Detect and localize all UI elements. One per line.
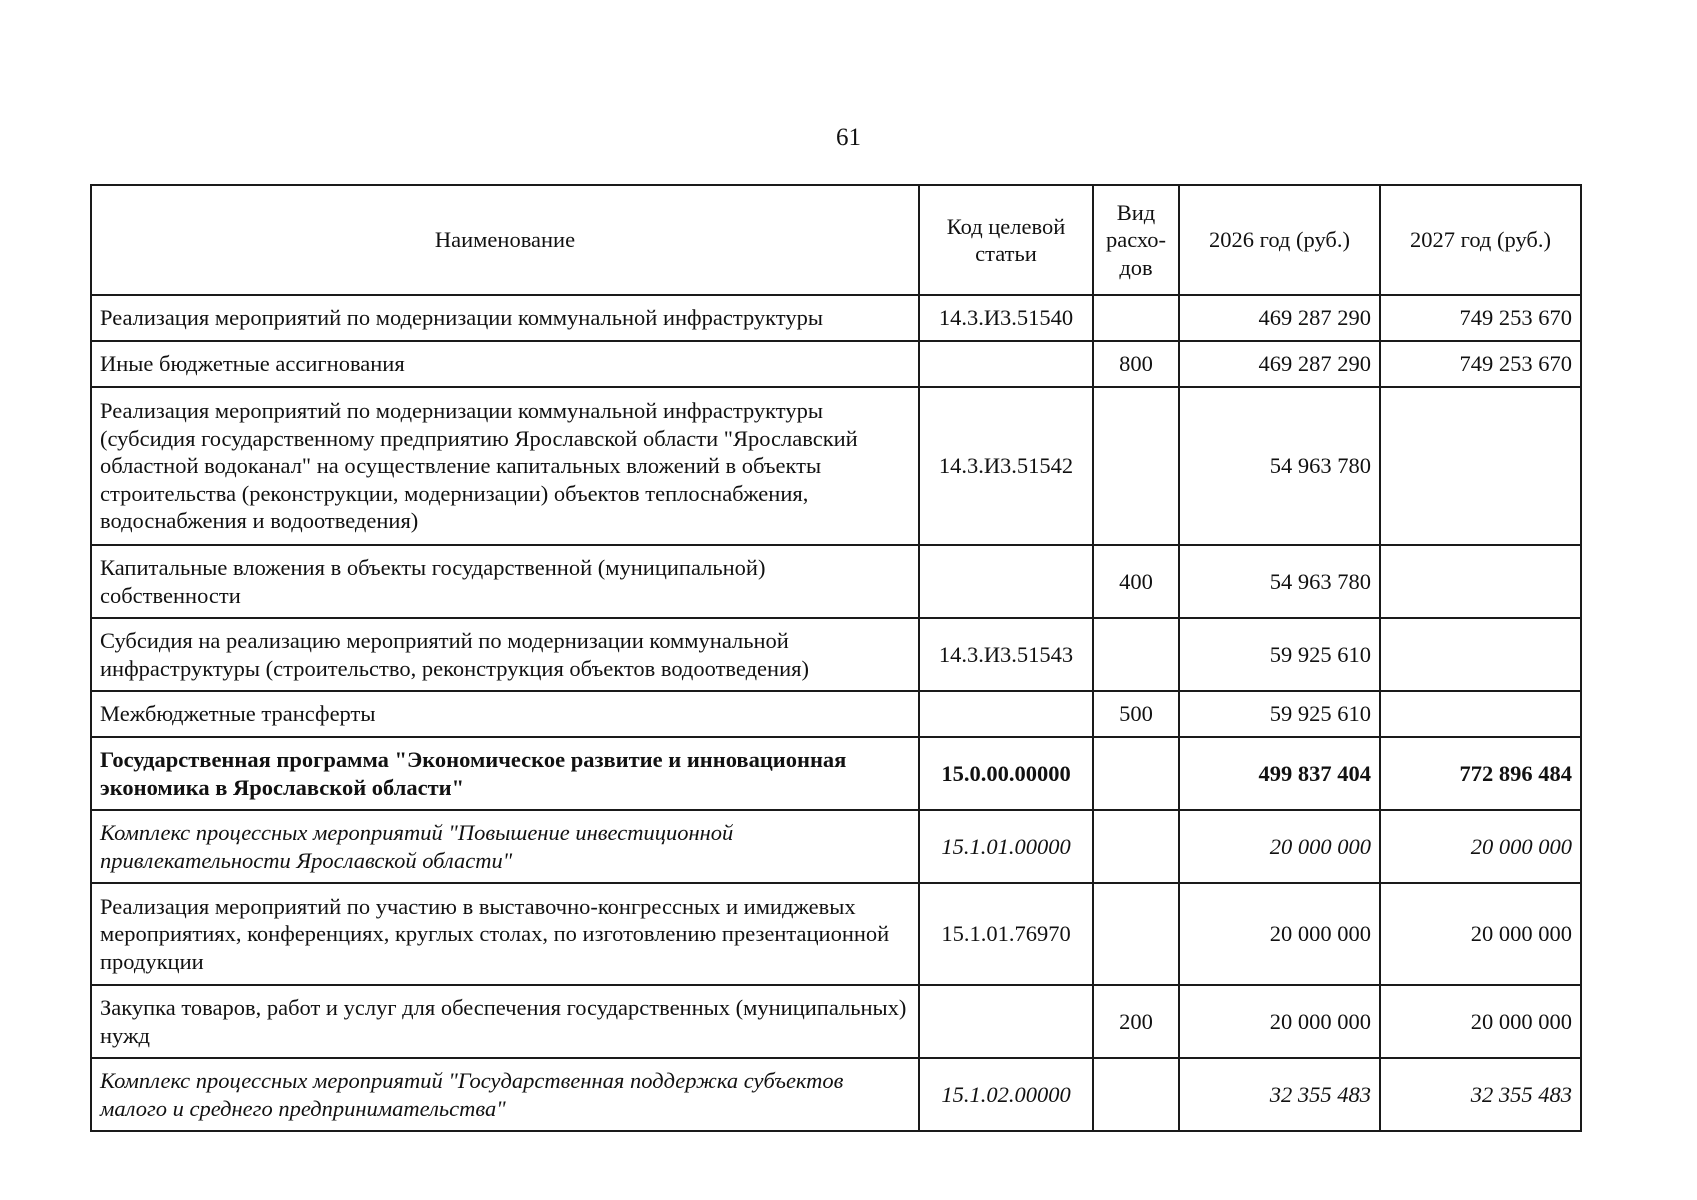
row-kind	[1093, 883, 1179, 985]
row-2026: 32 355 483	[1179, 1058, 1380, 1131]
row-name: Комплекс процессных мероприятий "Государственная поддержка субъектов малого и среднего предпринимательства"	[91, 1058, 919, 1131]
table-row	[91, 545, 1581, 618]
row-2026: 54 963 780	[1179, 387, 1380, 545]
row-name: Реализация мероприятий по модернизации коммунальной инфраструктуры	[91, 295, 919, 341]
row-2027: 749 253 670	[1380, 295, 1581, 341]
row-code: 14.3.И3.51540	[919, 295, 1093, 341]
row-kind	[1093, 618, 1179, 691]
row-2026: 59 925 610	[1179, 618, 1380, 691]
row-code: 15.1.01.76970	[919, 883, 1093, 985]
row-code: 14.3.И3.51542	[919, 387, 1093, 545]
header-2027: 2027 год (руб.)	[1380, 185, 1581, 295]
row-name: Субсидия на реализацию мероприятий по модернизации коммунальной инфраструктуры (строительство, реконструкция объектов водоотведения)	[91, 618, 919, 691]
table-row	[91, 295, 1581, 341]
table-row	[91, 1058, 1581, 1131]
row-2027	[1380, 387, 1581, 545]
header-kind: Вид расхо-дов	[1093, 185, 1179, 295]
row-kind	[1093, 295, 1179, 341]
table-row	[91, 883, 1581, 985]
row-2026: 469 287 290	[1179, 295, 1380, 341]
row-code	[919, 545, 1093, 618]
row-kind: 400	[1093, 545, 1179, 618]
row-name: Государственная программа "Экономическое развитие и инновационная экономика в Ярославской области"	[91, 737, 919, 810]
row-2026: 469 287 290	[1179, 341, 1380, 387]
row-2027: 20 000 000	[1380, 810, 1581, 883]
row-code: 15.0.00.00000	[919, 737, 1093, 810]
row-2026: 20 000 000	[1179, 810, 1380, 883]
row-2026: 20 000 000	[1179, 985, 1380, 1058]
row-name: Закупка товаров, работ и услуг для обеспечения государственных (муниципальных) нужд	[91, 985, 919, 1058]
row-code: 15.1.01.00000	[919, 810, 1093, 883]
header-name: Наименование	[91, 185, 919, 295]
page-number: 61	[836, 124, 861, 151]
row-kind	[1093, 1058, 1179, 1131]
row-2027	[1380, 618, 1581, 691]
row-code: 14.3.И3.51543	[919, 618, 1093, 691]
row-kind: 200	[1093, 985, 1179, 1058]
row-2026: 499 837 404	[1179, 737, 1380, 810]
header-2026: 2026 год (руб.)	[1179, 185, 1380, 295]
row-2026: 54 963 780	[1179, 545, 1380, 618]
row-2027	[1380, 691, 1581, 737]
table-row	[91, 985, 1581, 1058]
table-row	[91, 810, 1581, 883]
table-row	[91, 618, 1581, 691]
row-2027: 20 000 000	[1380, 985, 1581, 1058]
row-name: Комплекс процессных мероприятий "Повышение инвестиционной привлекательности Ярославской области"	[91, 810, 919, 883]
row-2027	[1380, 545, 1581, 618]
budget-table	[90, 184, 1582, 1132]
row-name: Реализация мероприятий по модернизации коммунальной инфраструктуры (субсидия государственному предприятию Ярославской области "Ярославский областной водоканал" на осуществление капитальных вложений в объекты строительства (реконструкции, модернизации) объектов теплоснабжения, водоснабжения и водоотведения)	[91, 387, 919, 545]
row-2026: 20 000 000	[1179, 883, 1380, 985]
row-kind	[1093, 387, 1179, 545]
row-2027: 749 253 670	[1380, 341, 1581, 387]
row-code	[919, 691, 1093, 737]
row-name: Межбюджетные трансферты	[91, 691, 919, 737]
row-name: Капитальные вложения в объекты государственной (муниципальной) собственности	[91, 545, 919, 618]
row-code	[919, 341, 1093, 387]
row-code	[919, 985, 1093, 1058]
row-2027: 20 000 000	[1380, 883, 1581, 985]
table-header-row	[91, 185, 1581, 295]
row-kind: 500	[1093, 691, 1179, 737]
row-2027: 772 896 484	[1380, 737, 1581, 810]
row-kind	[1093, 737, 1179, 810]
row-2027: 32 355 483	[1380, 1058, 1581, 1131]
row-2026: 59 925 610	[1179, 691, 1380, 737]
row-kind: 800	[1093, 341, 1179, 387]
table-row	[91, 691, 1581, 737]
row-code: 15.1.02.00000	[919, 1058, 1093, 1131]
table-row	[91, 387, 1581, 545]
row-name: Иные бюджетные ассигнования	[91, 341, 919, 387]
header-code: Код целевой статьи	[919, 185, 1093, 295]
row-name: Реализация мероприятий по участию в выставочно-конгрессных и имиджевых мероприятиях, конференциях, круглых столах, по изготовлению презентационной продукции	[91, 883, 919, 985]
table-row	[91, 737, 1581, 810]
row-kind	[1093, 810, 1179, 883]
table-row	[91, 341, 1581, 387]
